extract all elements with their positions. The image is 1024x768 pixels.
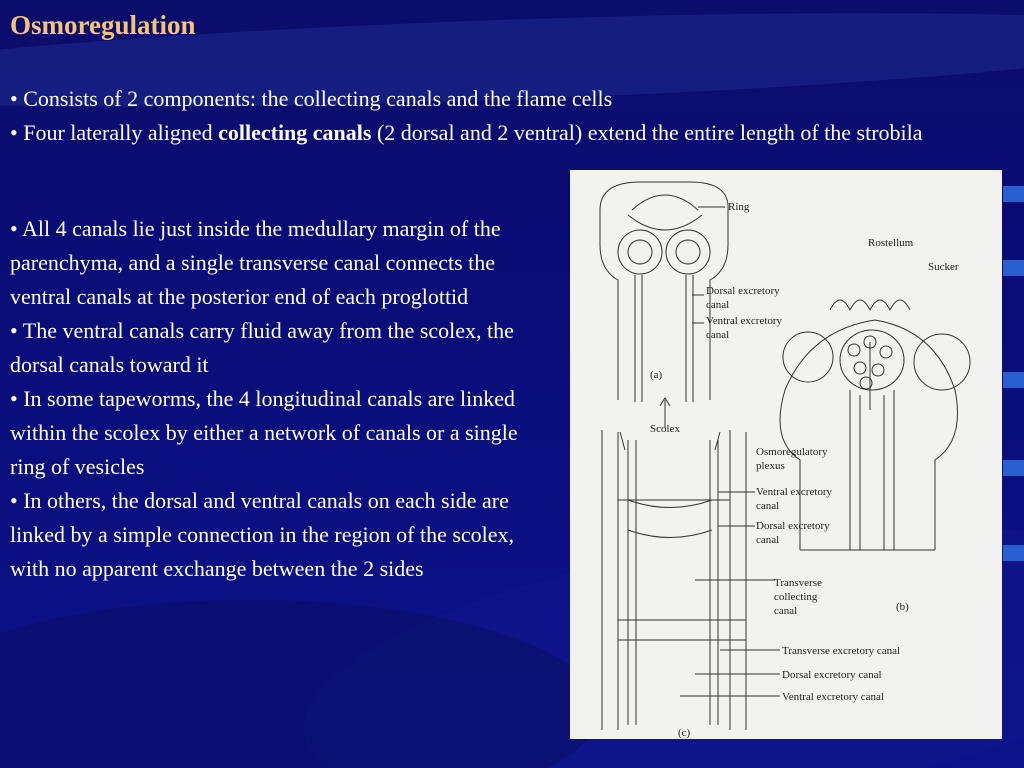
bullet-marker: • [10, 386, 18, 411]
label-ventral-c: Ventral excretory canal [782, 691, 884, 703]
label-scolex: Scolex [650, 423, 680, 435]
figure-drawing [570, 170, 1002, 739]
label-dorsal-b1: Dorsal excretory [756, 520, 830, 532]
label-trans2: collecting [774, 591, 818, 603]
label-dorsal-b2: canal [756, 534, 780, 546]
label-ventral-a2: canal [706, 329, 730, 341]
label-dorsal-a1: Dorsal excretory [706, 285, 780, 297]
label-osmo2: plexus [756, 460, 785, 472]
bullet-marker: • [10, 216, 18, 241]
bullet-text: In others, the dorsal and ventral canals on each side are linked by a simple connection in the region of the scolex, with no apparent exchange between the 2 sides [10, 488, 515, 581]
label-ventral-b2: canal [756, 500, 780, 512]
bullet-marker: • [10, 488, 18, 513]
bold-term: collecting canals [218, 120, 372, 145]
bullet-linked-scolex [10, 382, 555, 484]
bullet-ventral-dorsal [10, 314, 555, 382]
label-dorsal-c: Dorsal excretory canal [782, 669, 882, 681]
bullet-text: (2 dorsal and 2 ventral) extend the entire length of the strobila [371, 120, 923, 145]
label-dorsal-a2: canal [706, 299, 730, 311]
label-trans1: Transverse [774, 577, 822, 589]
label-osmo1: Osmoregulatory [756, 446, 828, 458]
label-rostellum: Rostellum [868, 237, 914, 249]
bullet-collecting-canals [10, 116, 1000, 150]
label-trans3: canal [774, 605, 798, 617]
edge-accent [1003, 260, 1024, 276]
bullet-text: The ventral canals carry fluid away from the scolex, the dorsal canals toward it [10, 318, 514, 377]
bullet-text: All 4 canals lie just inside the medullary margin of the parenchyma, and a single transverse canal connects the ventral canals at the posterior end of each proglottid [10, 216, 501, 309]
edge-accent [1003, 372, 1024, 388]
label-panel-b: (b) [896, 601, 909, 613]
bullet-others [10, 484, 555, 586]
edge-accent [1003, 545, 1024, 561]
bullet-text: Four laterally aligned [17, 120, 219, 145]
edge-accent [1003, 460, 1024, 476]
label-trans-excretory: Transverse excretory canal [782, 645, 901, 657]
edge-accent [1003, 186, 1024, 202]
label-ventral-b1: Ventral excretory [756, 486, 833, 498]
bullet-components [10, 82, 1000, 116]
bullet-marker: • [10, 86, 18, 111]
bullet-marker: • [10, 318, 18, 343]
bullet-medullary [10, 212, 555, 314]
label-sucker: Sucker [928, 261, 959, 273]
label-ring: Ring [728, 201, 750, 213]
label-panel-a: (a) [650, 369, 663, 381]
label-panel-c: (c) [678, 727, 691, 739]
bullet-marker: • [10, 120, 18, 145]
slide-title: Osmoregulation [10, 10, 196, 40]
bullet-text: Consists of 2 components: the collecting canals and the flame cells [17, 86, 613, 111]
bullet-column [10, 212, 555, 586]
osmoregulation-figure [570, 170, 1002, 739]
label-ventral-a1: Ventral excretory [706, 315, 783, 327]
bullet-text: In some tapeworms, the 4 longitudinal canals are linked within the scolex by either a network of canals or a single ring of vesicles [10, 386, 518, 479]
